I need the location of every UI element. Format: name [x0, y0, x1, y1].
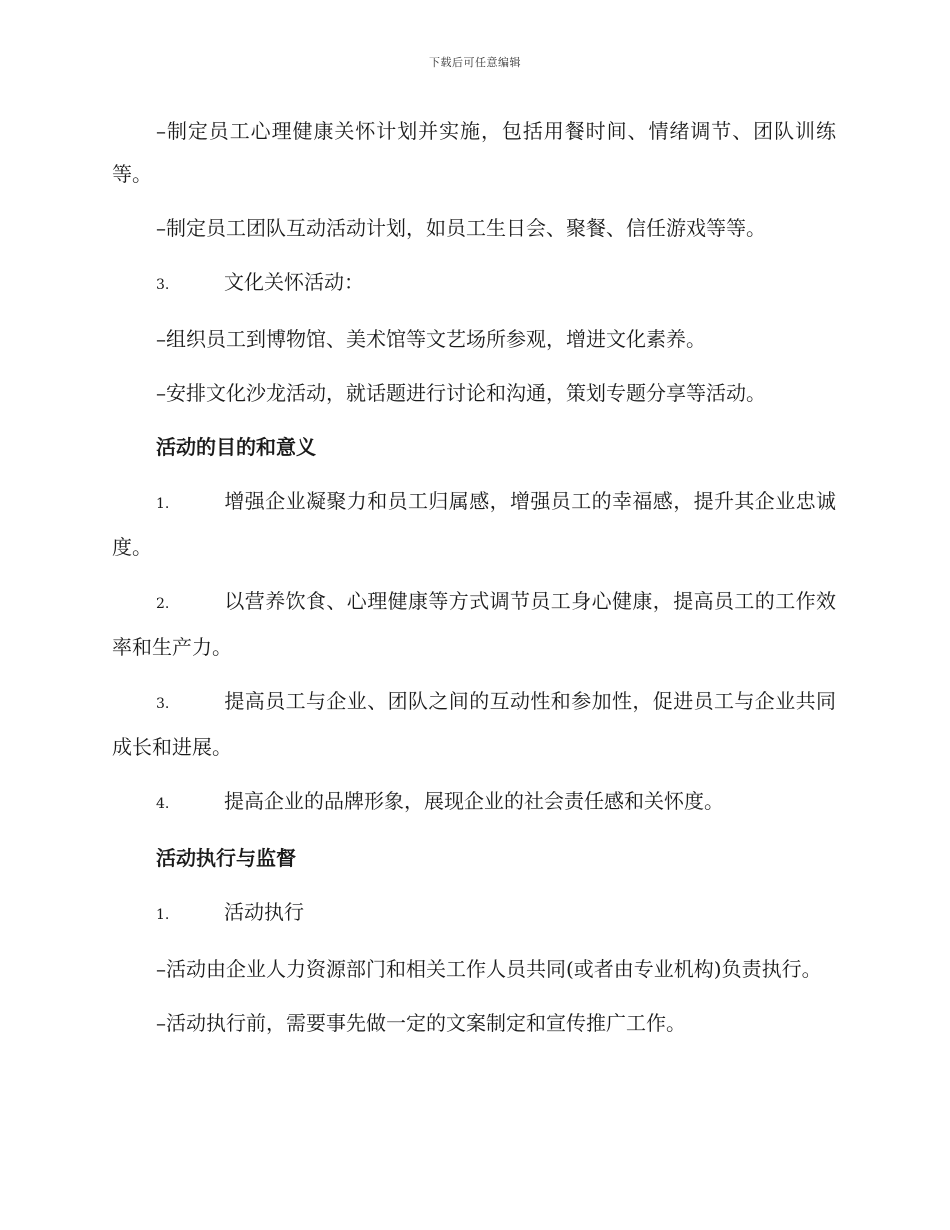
paragraph: –安排文化沙龙活动，就话题进行讨论和沟通，策划专题分享等活动。 — [156, 381, 766, 405]
list-number: 1. — [156, 496, 170, 512]
section-heading: 活动的目的和意义 — [156, 435, 316, 459]
list-number: 4. — [156, 796, 170, 812]
list-item-text: 提高企业的品牌形象，展现企业的社会责任感和关怀度。 — [224, 789, 724, 813]
list-number: 3. — [156, 696, 170, 712]
list-item-text: 提高员工与企业、团队之间的互动性和参加性，促进员工与企业共同成长和进展。 — [112, 689, 836, 759]
section-heading: 活动执行与监督 — [156, 846, 296, 870]
document-body — [112, 110, 836, 1056]
list-item-text: 增强企业凝聚力和员工归属感，增强员工的幸福感，提升其企业忠诚度。 — [112, 489, 836, 559]
paragraph: –活动执行前，需要事先做一定的文案制定和宣传推广工作。 — [156, 1011, 686, 1035]
paragraph: –组织员工到博物馆、美术馆等文艺场所参观，增进文化素养。 — [156, 327, 706, 351]
list-item — [112, 780, 836, 826]
paragraph: –制定员工团队互动活动计划，如员工生日会、聚餐、信任游戏等等。 — [156, 216, 766, 240]
list-item-text: 以营养饮食、心理健康等方式调节员工身心健康，提高员工的工作效率和生产力。 — [112, 589, 836, 659]
list-item — [112, 891, 836, 937]
list-number: 3. — [156, 277, 170, 293]
list-item — [112, 480, 836, 569]
list-item-text: 文化关怀活动： — [224, 270, 364, 294]
list-item-text: 活动执行 — [224, 900, 304, 924]
list-item — [112, 580, 836, 669]
list-number: 1. — [156, 907, 170, 923]
list-item — [112, 680, 836, 769]
paragraph: –活动由企业人力资源部门和相关工作人员共同(或者由专业机构)负责执行。 — [156, 957, 822, 981]
paragraph: –制定员工心理健康关怀计划并实施，包括用餐时间、情绪调节、团队训练等。 — [112, 119, 836, 186]
page-header: 下载后可任意编辑 — [429, 56, 521, 69]
list-number: 2. — [156, 596, 170, 612]
list-item — [112, 261, 836, 307]
